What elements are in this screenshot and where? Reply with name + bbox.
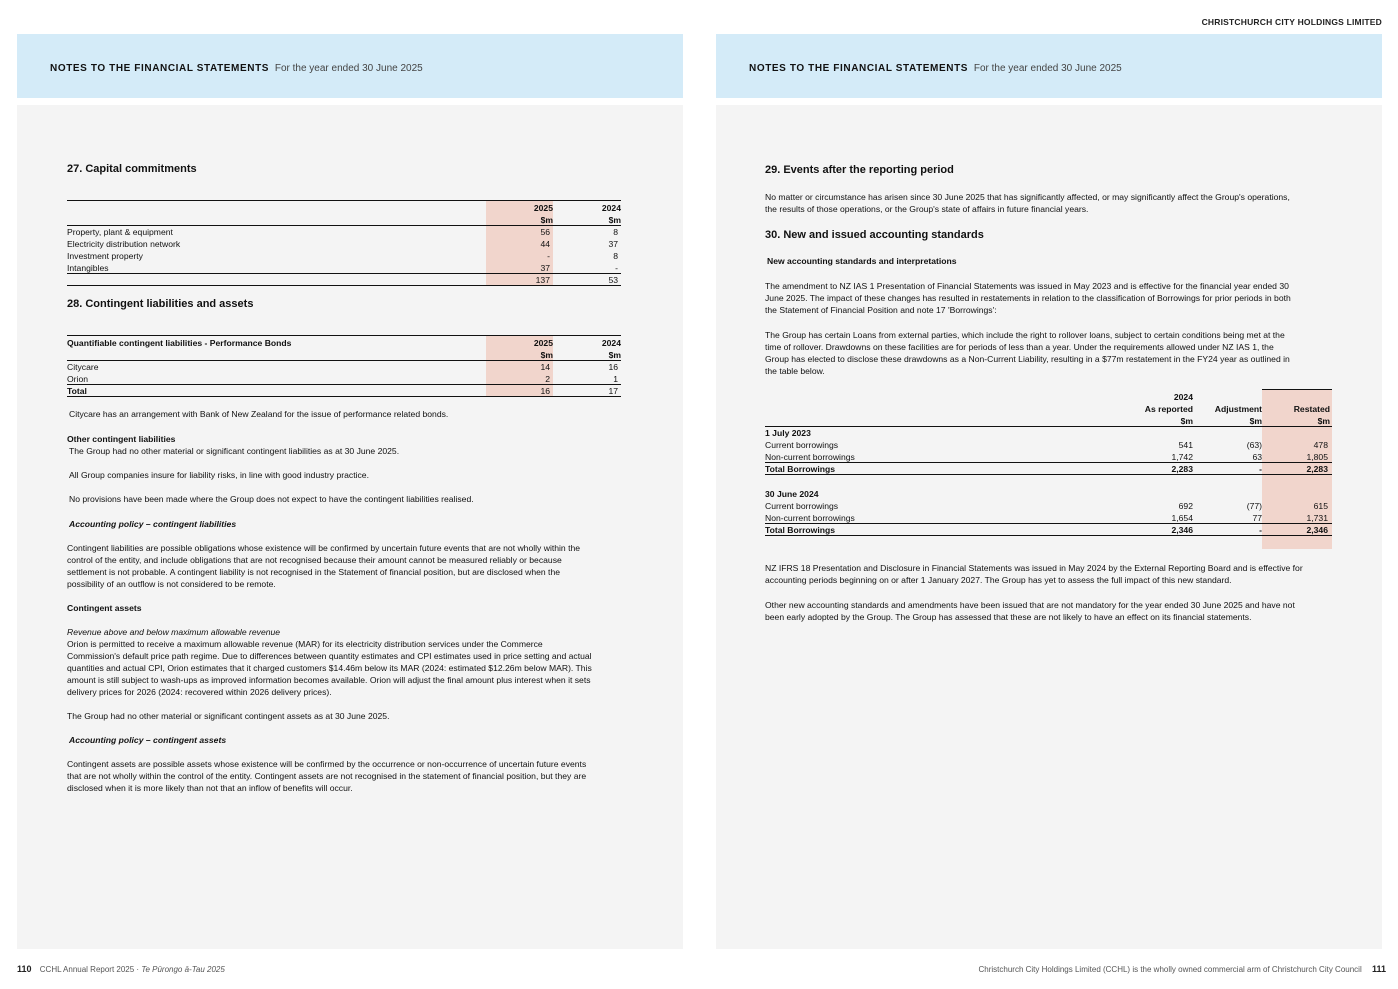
table-cell: 1,654 (1171, 513, 1193, 523)
section-29-title: 29. Events after the reporting period (765, 164, 954, 176)
col-year: 2024 (1173, 392, 1193, 402)
band-title: NOTES TO THE FINANCIAL STATEMENTS (50, 63, 270, 74)
table-cell: (63) (1246, 440, 1262, 450)
table-cell: 1,731 (1306, 513, 1328, 523)
header-band (17, 34, 683, 98)
text-line: time of rollover. Drawdowns on these facilities are for periods of less than a year. Under the requirements allowed under NZ IAS 1, the (765, 342, 1274, 352)
table-cell: 56 (540, 227, 550, 237)
text-line: the table below. (765, 366, 825, 376)
table-row-label: Orion (67, 374, 89, 384)
table-cell: 615 (1313, 501, 1328, 511)
header-band (716, 34, 1382, 98)
table-total-cell: - (1259, 464, 1262, 474)
text-line: that are not wholly within the control of the entity. Contingent assets are not recognised in the statement of financial position, but they are (67, 771, 587, 781)
policy-assets-heading: Accounting policy – contingent assets (69, 735, 227, 745)
table-cell: (77) (1246, 501, 1262, 511)
group-title: 1 July 2023 (765, 428, 811, 438)
para-ias1 (765, 280, 1335, 316)
para-ifrs18 (765, 562, 1335, 586)
para-events (765, 191, 1335, 215)
section-27-title: 27. Capital commitments (67, 163, 197, 175)
footer-left (17, 964, 225, 974)
text-line: June 2025. The impact of these changes has resulted in restatements in relation to the classification of Borrowings for prior periods in both (765, 293, 1291, 303)
table-total-cell: 137 (535, 275, 550, 285)
contingent-liabilities-table (67, 335, 621, 397)
capital-commitments-table (67, 200, 621, 286)
table-cell: 14 (540, 362, 550, 372)
col-2025: 2025 (533, 338, 553, 348)
col-restated: Restated (1293, 404, 1330, 414)
text-line: The Group has certain Loans from external parties, which include the right to rollover loans, subject to certain conditions being met at the (765, 330, 1285, 340)
unit-label: $m (608, 215, 621, 225)
table-cell: 1,805 (1306, 452, 1328, 462)
table-cell: 692 (1178, 501, 1193, 511)
contingent-assets-heading: Contingent assets (67, 603, 142, 613)
table-total-cell: 2,283 (1306, 464, 1328, 474)
table-row-label: Current borrowings (765, 501, 839, 511)
col-as-reported: As reported (1144, 404, 1193, 414)
para-other-liabilities: The Group had no other material or significant contingent liabilities as at 30 June 2025. (69, 446, 400, 456)
text-line: delivery prices for 2026 (2024: recovered within 2026 delivery prices). (67, 687, 332, 697)
para-revenue (67, 638, 627, 698)
text-line: quantities and actual CPI, Orion estimates that it charged customers $14.46m below its MAR (2024: estimated $12.26m below MAR). This (67, 663, 592, 673)
table-cell: 541 (1178, 440, 1193, 450)
table-cell: 44 (540, 239, 550, 249)
unit-label: $m (1249, 416, 1262, 426)
text-line: The amendment to NZ IAS 1 Presentation of Financial Statements was issued in May 2023 and is effective for the financial year ended 30 (765, 281, 1289, 291)
revenue-heading: Revenue above and below maximum allowable revenue (67, 627, 281, 637)
para-policy-assets (67, 758, 627, 794)
text-line: Orion is permitted to receive a maximum allowable revenue (MAR) for its electricity distribution services under the Commerce (67, 639, 543, 649)
table-total-cell: 2,346 (1306, 525, 1328, 535)
table-cell: 37 (540, 263, 550, 273)
company-header: CHRISTCHURCH CITY HOLDINGS LIMITED (1201, 17, 1382, 27)
text-line: Commission's default price path regime. Due to differences between quantity estimates and CPI estimates used in price setting and actual (67, 651, 592, 661)
table-row-label: Property, plant & equipment (67, 227, 173, 237)
table-cell: 2 (545, 374, 550, 384)
footer-right-text: Christchurch City Holdings Limited (CCHL) is the wholly owned commercial arm of Christchurch City Council (978, 965, 1362, 974)
text-line: the Statement of Financial Position and note 17 'Borrowings': (765, 305, 997, 315)
group-title: 30 June 2024 (765, 489, 819, 499)
table-row-label: Non-current borrowings (765, 513, 855, 523)
text-line: Contingent liabilities are possible obligations whose existence will be confirmed by uncertain future events that are not wholly within the (67, 543, 581, 553)
page-number-right: 111 (1371, 964, 1386, 974)
text-line: amount is still subject to wash-ups as improved information becomes available. Orion will adjust the final amount plus interest when it sets (67, 675, 591, 685)
other-liabilities-heading: Other contingent liabilities (67, 434, 176, 444)
text-line: possibility of an outflow is not considered to be remote. (67, 579, 276, 589)
table-cell: 1,742 (1171, 452, 1193, 462)
text-line: been early adopted by the Group. The Group has assessed that these are not likely to have an effect on its financial statements. (765, 612, 1252, 622)
table-total-cell: 2,283 (1171, 464, 1193, 474)
unit-label: $m (1180, 416, 1193, 426)
band-subtitle: For the year ended 30 June 2025 (973, 63, 1122, 74)
table-cell: 8 (613, 227, 618, 237)
table-total-cell: - (1259, 525, 1262, 535)
table-cell: 77 (1252, 513, 1262, 523)
table-row-label: Current borrowings (765, 440, 839, 450)
table-cell: 16 (608, 362, 618, 372)
text-line: Group has elected to disclose these drawdowns as a Non-Current Liability, resulting in a $77m restatement in the FY24 year as outlined in (765, 354, 1290, 364)
table-cell: - (615, 263, 618, 273)
table-row-label: Citycare (67, 362, 99, 372)
unit-label: $m (540, 350, 553, 360)
section-28-title: 28. Contingent liabilities and assets (67, 298, 254, 310)
table-heading: Quantifiable contingent liabilities - Performance Bonds (67, 338, 292, 348)
para-no-assets: The Group had no other material or significant contingent assets as at 30 June 2025. (67, 711, 390, 721)
section-30-title: 30. New and issued accounting standards (765, 229, 984, 241)
table-total-cell: 53 (608, 275, 618, 285)
table-total-cell: 17 (608, 386, 618, 396)
text-line: accounting periods beginning on or after 1 January 2027. The Group has yet to assess the full impact of this new standard. (765, 575, 1232, 585)
text-line: the results of those operations, or the Group's state of affairs in future financial years. (765, 204, 1089, 214)
table-total-label: Total (67, 386, 87, 396)
table-cell: 1 (613, 374, 618, 384)
unit-label: $m (608, 350, 621, 360)
para-other-standards (765, 599, 1335, 623)
para-loans (765, 329, 1335, 377)
page-number-left: 110 (17, 964, 32, 974)
page-left (17, 34, 683, 949)
unit-label: $m (540, 215, 553, 225)
table-row-label: Intangibles (67, 263, 109, 273)
table-cell: 478 (1313, 440, 1328, 450)
table-cell: 37 (608, 239, 618, 249)
unit-label: $m (1317, 416, 1330, 426)
para-no-provisions: No provisions have been made where the Group does not expect to have the contingent liabilities realised. (69, 494, 474, 504)
para-insure: All Group companies insure for liability risks, in line with good industry practice. (69, 470, 369, 480)
para-citycare: Citycare has an arrangement with Bank of New Zealand for the issue of performance related bonds. (69, 409, 449, 419)
table-cell: - (547, 251, 550, 261)
footer-right (979, 964, 1387, 974)
col-2024: 2024 (601, 338, 621, 348)
table-row-label: Investment property (67, 251, 143, 261)
text-line: disclosed when it is more likely than not that an inflow of benefits will occur. (67, 783, 353, 793)
table-total-cell: 2,346 (1171, 525, 1193, 535)
table-total-cell: 16 (540, 386, 550, 396)
text-line: settlement is not probable. A contingent liability is not recognised in the Statement of financial position, but are disclosed when the (67, 567, 561, 577)
page-right (716, 34, 1382, 949)
table-row-label: Electricity distribution network (67, 239, 181, 249)
text-line: control of the entity, and include obligations that are not recognised because their amount cannot be measured reliably or because (67, 555, 562, 565)
text-line: No matter or circumstance has arisen since 30 June 2025 that has significantly affected, or may significantly affect the Group's operations, (765, 192, 1290, 202)
table-cell: 8 (613, 251, 618, 261)
restatement-table (765, 389, 1332, 549)
table-cell: 63 (1252, 452, 1262, 462)
para-policy-liabilities (67, 542, 627, 590)
col-adjustment: Adjustment (1214, 404, 1262, 414)
text-line: NZ IFRS 18 Presentation and Disclosure in Financial Statements was issued in May 2024 by the External Reporting Board and is effective for (765, 563, 1303, 573)
section-30-subheading: New accounting standards and interpretations (767, 256, 957, 266)
table-row-label: Non-current borrowings (765, 452, 855, 462)
band-title: NOTES TO THE FINANCIAL STATEMENTS (749, 63, 969, 74)
band-subtitle: For the year ended 30 June 2025 (274, 63, 423, 74)
text-line: Other new accounting standards and amendments have been issued that are not mandatory for the year ended 30 June 2025 and have not (765, 600, 1295, 610)
footer-left-text: CCHL Annual Report 2025 · (39, 965, 142, 974)
col-2025: 2025 (533, 203, 553, 213)
footer-left-italic: Te Pūrongo ā-Tau 2025 (141, 965, 225, 974)
col-2024: 2024 (601, 203, 621, 213)
table-total-label: Total Borrowings (765, 525, 836, 535)
text-line: Contingent assets are possible assets whose existence will be confirmed by the occurrence or non-occurrence of uncertain future events (67, 759, 587, 769)
table-total-label: Total Borrowings (765, 464, 836, 474)
policy-liabilities-heading: Accounting policy – contingent liabilities (69, 519, 237, 529)
